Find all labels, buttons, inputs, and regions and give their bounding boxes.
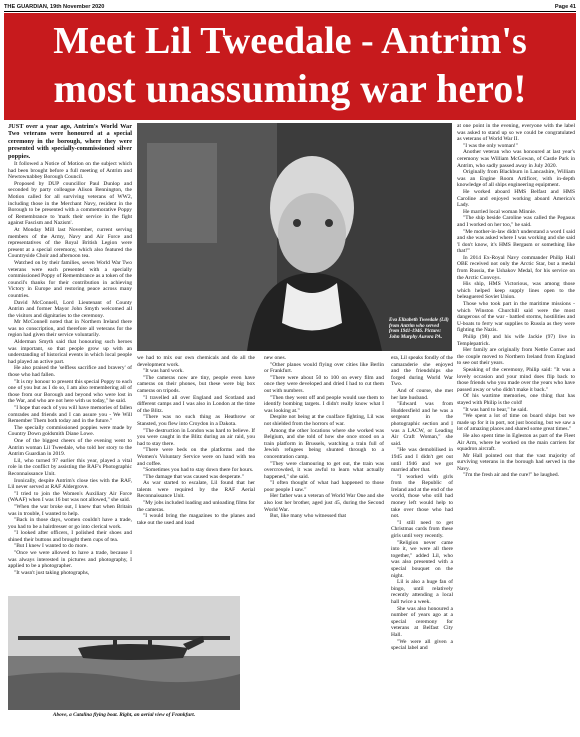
headline-banner <box>4 13 576 120</box>
publication-date: THE GUARDIAN, 19th November 2020 <box>4 4 105 10</box>
paragraph: "We were all given a special label and <box>391 638 453 652</box>
paragraph: era, Lil speaks fondly of the camaraderie she enjoyed and the friendships she forged during World War Two. <box>391 355 453 388</box>
paragraph: At Monday Mill last November, current serving members of the Army, Navy and Air Force and representatives of the Royal British Legion were present at a special ceremony, which also featured the Countryside Choir and afternoon tea. <box>8 226 132 260</box>
paragraph: Of his wartime memories, one thing that has stayed with Philip is the cold! <box>457 393 575 406</box>
paragraph: One of the biggest cheers of the evening went to Antrim woman Lil Tweedale, who told her story to the Antrim Guardian in 2019. <box>8 437 132 458</box>
headline-line-1: Meet Lil Tweedale - Antrim's <box>53 20 527 62</box>
portrait-illustration <box>137 123 452 351</box>
paragraph: "It was hard to bear," he said. <box>463 406 528 413</box>
page-header <box>4 3 576 11</box>
paragraph: "There was no such thing as Heathrow or Stansted, you flew into Croydon in a Dakota. <box>137 414 255 427</box>
paragraph: Another veteran who was honoured at last year's ceremony was William McGowan, of Castle Park in Antrim, who sadly passed away in July 2020. <box>457 149 575 169</box>
page-number: Page 41 <box>554 4 576 10</box>
paragraph: "I would bring the magazines to the planes and take out the used and load <box>137 513 255 526</box>
paragraph: "The cameras now are tiny, people even have cameras on their phones, but these were big box cameras on tripods. <box>137 374 255 394</box>
paragraph: "Me mother-in-law didn't understand a word I said and she was asked where I was working and she said 'I don't know, it's HMS Bergasm or something like that!'" <box>457 228 575 255</box>
paragraph: "I tried to join the Women's Auxiliary Air Force (WAAF) when I was 16 but was not allowed," she said. <box>8 490 132 504</box>
paragraph: new ones. <box>264 355 286 361</box>
paragraph: "But I knew I wanted to do more. <box>14 543 88 550</box>
paragraph: "I worked with girls from the Republic of Ireland and at the end of the world, those who still had money left would help to take over those who had not. <box>391 473 453 520</box>
paragraph: "There were beds on the platforms and the Women's Voluntary Service were on hand with tea and coffee. <box>137 447 255 467</box>
paragraph: Originally from Blackburn in Lancashire, William was an Engine Room Artificer, with in-depth knowledge of all ships engineering equipment. <box>457 169 575 189</box>
paragraph: "I hope that each of you will have memories of fallen comrades and friends and I can assure you - We Will Remember Them both today and in the future." <box>8 405 132 425</box>
article-column-3 <box>264 355 384 702</box>
paragraph: "I still need to get Christmas cards from these girls until very recently. <box>391 519 453 540</box>
paragraph: "I looked after officers, I polished their shoes and shined their buttons and brought them cups of tea. <box>8 530 132 543</box>
paragraph: "I often thought of what had happened to those poor people I saw." <box>264 480 384 493</box>
paragraph: His ship, HMS Victorious, was among those which helped keep supply lines open to the beleaguered Soviet Union. <box>457 281 575 301</box>
paragraph: "They were clamouring to get out, the train was overcrowded, it was awful to learn what actually happened," she said. <box>264 460 384 480</box>
paragraph: "The damage that was caused was desperate." <box>143 473 244 480</box>
paragraph: David McConnell, Lord Lieutenant of County Antrim and former Mayor John Smyth welcomed all the visitors and dignitaries to the ceremony. <box>8 299 132 319</box>
paragraph: Despite not being at the coalface fighting, Lil was not shielded from the horrors of war. <box>264 414 384 427</box>
paragraph: He also praised the 'selfless sacrifice and bravery' of those who had fallen. <box>8 365 132 379</box>
paragraph: "Religion never came into it, we were all there together," added Lil, who was also presented with a special bouquet on the night. <box>391 539 453 579</box>
paragraph: "He was demobilised in 1945 and I didn't get out until 1946 and we got married after that. <box>391 447 453 474</box>
paragraph: "Back in those days, women couldn't have a trade, you had to be a hairdresser or go into clerical work. <box>8 517 132 530</box>
paragraph: "Other planes would flying over cities like Berlin or Frankfurt. <box>264 361 384 375</box>
paragraph: "I travelled all over England and Scotland and different camps and I was also in London at the time of the Blitz. <box>137 394 255 414</box>
paragraph: Alderman Smyth said that honouring such heroes was important, so that people grow up with an understanding of historical events in which local people had played an active part. <box>8 339 132 365</box>
paragraph: Lil, who turned 97 earlier this year, played a vital role in the conflict by assisting the RAF's Photographic Reconnaissance Unit. <box>8 457 132 477</box>
paragraph: Mr McConnell noted that in Northern Ireland there was no conscription, and therefore all veterans for the region had given their service voluntarily. <box>8 319 132 339</box>
paragraph: He married local woman Minnie. <box>463 208 537 215</box>
portrait-photo <box>137 123 452 351</box>
paragraph: "My jobs included loading and unloading films for the cameras. <box>137 500 255 513</box>
paragraph: Those who took part in the maritime missions - which Winston Churchill said were the most dangerous of the war - battled storms, hostilities and U-boats to ferry war supplies to Russia as they were fighting the Nazis. <box>457 301 575 334</box>
paragraph: "It is my honour to present this special Poppy to each one of you but as I do so, I am also remembering all of those from our Borough and beyond who were lost in the War, and who are not here with us today," he said. <box>8 378 132 405</box>
paragraph: "Then they went off and people would use them to identify bombing targets. I didn't really know what I was looking at." <box>264 394 384 414</box>
paragraph: Ironically, despite Antrim's close ties with the RAF, Lil never served at RAF Aldergrove. <box>8 477 132 491</box>
paragraph: Mr Hall pointed out that the vast majority of surviving veterans in the borough had served in the Navy. <box>457 452 575 472</box>
paragraph: "I was the only woman!" <box>463 142 518 149</box>
article-lead: JUST over a year ago, Antrim's World War Two veterans were honoured at a special ceremony in the borough, where they were presented with specially-commissioned silver poppies. <box>8 123 132 160</box>
paragraph: Her father was a veteran of World War One and she also lost her brother, aged just 45, during the Second World War. <box>264 493 384 513</box>
article-column-4 <box>391 355 453 702</box>
paragraph: As war started to escalate, Lil found that her talents were required by the RAF Aerial Reconnaissance Unit. <box>137 480 255 500</box>
paragraph: we had to mix our own chemicals and do all the development work. <box>137 355 255 368</box>
paragraph: He worked aboard HMS Belfast and HMS Caroline and enjoyed working aboard America's Lady. <box>457 188 575 209</box>
paragraph: He also spent time in Egleston as part of the Fleet Air Arm, where he worked on the main carriers for squadron aircraft. <box>457 432 575 453</box>
paragraph: "The ship beside Caroline was called the Pegasus and I worked on her too," he said. <box>457 215 575 228</box>
paragraph: "Sometimes you had to stay down there for hours. <box>143 467 254 474</box>
paragraph: "There were about 50 to 100 on every film and once they were developed and dried I had to cut them out with numbers. <box>264 374 384 394</box>
headline-line-2: most unassuming war hero! <box>53 66 527 111</box>
paragraph: She was also honoured a number of years ago at a special ceremony for veterans at Belfast City Hall. <box>391 605 453 638</box>
paragraph: "Edward was from Huddersfield and he was a sergeant in the photographic section and I was a LACW, or Leading Air Craft Woman," she said. <box>391 401 453 447</box>
paragraph: "I'm the fresh air and the cure!" he laughed. <box>463 472 560 479</box>
portrait-caption: Eva Elizabeth Tweedale (Lil) from Antrim who served from 1941-1946. Picture: John Murphy Aurora PA. <box>389 318 449 340</box>
article-column-1 <box>8 123 132 593</box>
paragraph: Proposed by DUP councillor Paul Dunlop and seconded by party colleague Alison Bennington, the Motion called for all surviving veterans of WW2, including those in the Merchant Navy, resident in the Borough to be presented with a commemorative Poppy of Remembrance to 'mark their service in the fight against Fascism and Nazism'. <box>8 180 132 227</box>
paragraph: at one point in the evening, everyone with the label was asked to stand up so we could be congratulated as veterans of World War II. <box>457 123 575 143</box>
paragraph: "It was hard work. <box>143 368 184 375</box>
paragraph: Speaking of the ceremony, Philip said: "It was a lovely occasion and your mind does flip back to those friends who you made over the years who have passed away or who didn't make it back." <box>457 366 575 393</box>
paragraph: Watched on by their families, seven World War Two veterans were each presented with a specially commissioned Poppy of Remembrance as a token of the council's thanks for their contribution in achieving Victory in Europe and restoring peace across many countries. <box>8 259 132 299</box>
flying-boat-illustration <box>8 596 240 710</box>
article-column-5 <box>457 123 575 730</box>
paragraph: "When the war broke out, I knew that when Britain was in trouble, I wanted to help. <box>8 503 132 517</box>
flying-boat-caption: Above, a Catalina flying boat. Right, an aerial view of Frankfurt. <box>52 712 196 718</box>
paragraph: "Once we were allowed to have a trade, because I was always interested in pictures and photography, I applied to be a photographer. <box>8 550 132 570</box>
paragraph: Among the other locations where she worked was Belgium, and she told of how she once stood on a train platform in Brussels, watching a train full of Jewish refugees being shunted through to a concentration camp. <box>264 427 384 460</box>
paragraph: It followed a Notice of Motion on the subject which had been brought before a full meeting of Antrim and Newtownabbey Borough Council. <box>8 161 132 181</box>
paragraph: But, like many who witnessed that <box>270 513 347 520</box>
paragraph: And of course, she met her late husband. <box>391 387 453 401</box>
header-rule <box>4 11 576 12</box>
paragraph: Philip (98) and his wife Jackie (97) live in Templepatrick. <box>457 334 575 347</box>
paragraph: Her family are originally from Nettle Corner and the couple moved to Northern Ireland from England to see out their years. <box>457 347 575 367</box>
paragraph: "We spent a lot of time on board ships but we made up for it in port, not just boozing, but we saw a lot of amazing places and shared some great times." <box>457 413 575 433</box>
paragraph: Lil is also a huge fan of bingo, until relatively recently attending a local hall twice a week. <box>391 579 453 605</box>
paragraph: The specially commissioned poppies were made by Country Down goldsmith Diane Lowe. <box>8 424 132 438</box>
paragraph: "It wasn't just taking photographs, <box>14 569 90 576</box>
paragraph: "The destruction in London was hard to believe. If you were caught in the Blitz during an air raid, you had to stay there. <box>137 427 255 447</box>
paragraph: In 2014 Ex-Royal Navy commander Philip Hall OBE received not only the Arctic Star, but a medal from Russia, the Ushakov Medal, for his service on the Arctic Convoys. <box>457 254 575 281</box>
flying-boat-photo <box>8 596 240 710</box>
